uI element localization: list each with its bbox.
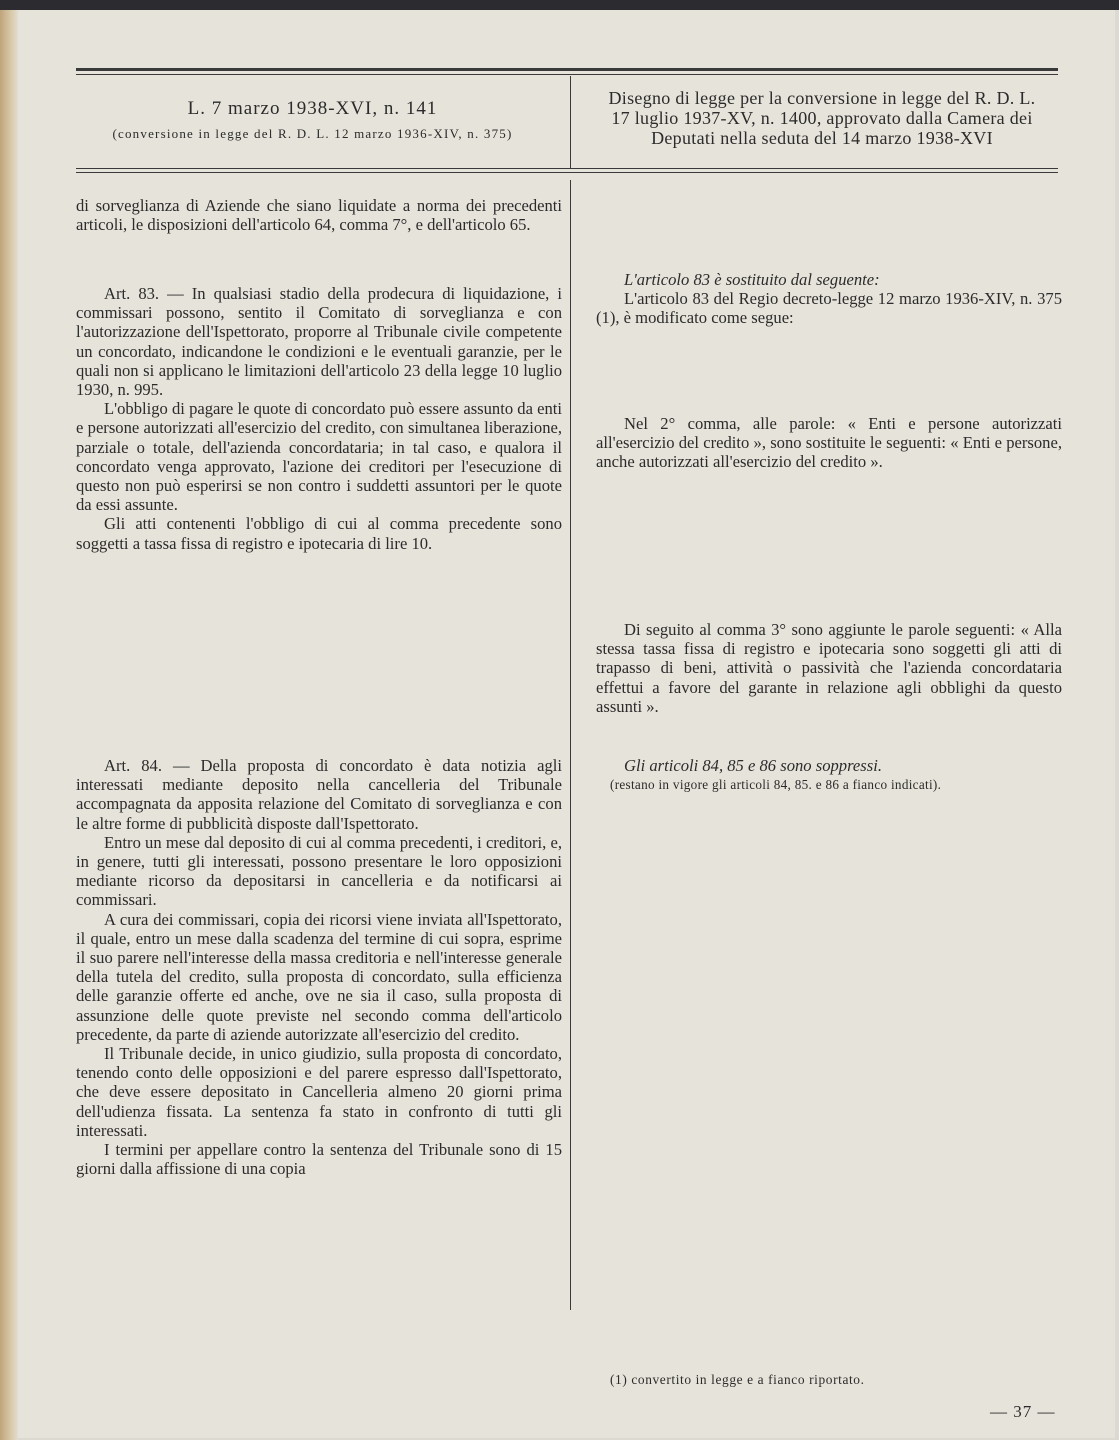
bill-title-line-1: Disegno di legge per la conversione in legge del R. D. L. — [608, 88, 1036, 108]
body-column-divider — [570, 180, 571, 1310]
articles-suppressed: Gli articoli 84, 85 e 86 sono soppressi. — [624, 756, 882, 775]
header-top-rule-thin — [76, 74, 1058, 75]
art83-paragraph-2: L'obbligo di pagare le quote di concordato può essere assunto da enti e persone autorizzati all'esercizio del credito, con simultanea liberazione, parziale o totale, dell'azienda concordataria; in tal caso, e qualora il concordato venga approvato, l'azione dei creditori per l'esecuzione di questo non può esperirsi se non contro i suddetti assuntori per le quote da essi assunte. — [76, 399, 562, 515]
right-comma-3 — [596, 620, 1062, 716]
scan-left-edge — [0, 10, 18, 1440]
articles-suppressed-note: (restano in vigore gli articoli 84, 85. e 86 a fianco indicati). — [610, 777, 942, 793]
art84-paragraph-2: Entro un mese dal deposito di cui al comma precedenti, i creditori, e, in genere, tutti gli interessati, possono presentare le loro opposizioni mediante ricorso da depositarsi in cancelleria e da notificarsi ai commissari. — [76, 832, 562, 910]
art84-paragraph-1: Art. 84. — Della proposta di concordato è data notizia agli interessati mediante deposito nella cancelleria del Tribunale accompagnata da apposita relazione del Comitato di sorveglianza e con le altre forme di pubblicità disposte dall'Ispettorato. — [76, 756, 562, 833]
law-subtitle: (conversione in legge del R. D. L. 12 marzo 1936-XIV, n. 375) — [112, 126, 513, 141]
art83-replacement-intro: L'articolo 83 del Regio decreto-legge 12 marzo 1936-XIV, n. 375 (1), è modificato come segue: — [596, 289, 1062, 328]
scan-top-border — [0, 0, 1119, 10]
art83-paragraph-1: Art. 83. — In qualsiasi stadio della prodecura di liquidazione, i commissari possono, sentito il Comitato di sorveglianza e con l'autorizzazione dell'Ispettorato, proporre al Tribunale civile competente un concordato, indicandone le condizioni e le eventuali garanzie, per le quali non si applicano le limitazioni dell'articolo 23 della legge 10 luglio 1930, n. 995. — [76, 284, 562, 400]
left-column-continuation — [76, 196, 562, 234]
law-title: L. 7 marzo 1938-XVI, n. 141 — [187, 98, 438, 119]
art84-paragraph-4: Il Tribunale decide, in unico giudizio, sulla proposta di concordato, tenendo conto delle opposizioni e del parere espresso dall'Ispettorato, che deve essere depositato in Cancelleria almeno 20 giorni prima dell'udienza fissata. La sentenza fa stato in confronto di tutti gli interessati. — [76, 1044, 562, 1140]
bill-title-line-2: 17 luglio 1937-XV, n. 1400, approvato dalla Camera dei — [611, 108, 1033, 128]
footnote: (1) convertito in legge e a fianco riportato. — [610, 1372, 865, 1387]
header-top-rule — [76, 68, 1058, 71]
art84-paragraph-5: I termini per appellare contro la sentenza del Tribunale sono di 15 giorni dalla affissione di una copia — [76, 1140, 562, 1179]
art84-paragraph-3: A cura dei commissari, copia dei ricorsi viene inviata all'Ispettorato, il quale, entro un mese dalla scadenza del termine di cui sopra, esprime il suo parere nell'interesse della massa creditoria e nell'interesse generale della tutela del credito, sulla proposta di concordato, sulla efficienza delle garanzie offerte ed anche, ove ne sia il caso, sulla proposta di assunzione delle quote previste nel secondo comma dell'articolo precedente, da parte di aziende autorizzate all'esercizio del credito. — [76, 909, 562, 1044]
left-article-83 — [76, 284, 562, 553]
header-right — [582, 88, 1062, 148]
art83-replacement-heading: L'articolo 83 è sostituito dal seguente: — [624, 270, 880, 289]
continuation-paragraph: di sorveglianza di Aziende che siano liquidate a norma dei precedenti articoli, le disposizioni dell'articolo 64, comma 7°, e dell'articolo 65. — [76, 196, 562, 235]
comma-3-amendment: Di seguito al comma 3° sono aggiunte le parole seguenti: « Alla stessa tassa fissa di registro e ipotecaria sono soggetti gli atti di trapasso di beni, attività o passività che l'azienda concordataria effettui a favore del garante in relazione agli obblighi da questo assunti ». — [596, 620, 1062, 716]
right-soppressi — [596, 756, 1066, 794]
page-number: — 37 — — [990, 1402, 1056, 1421]
header-bottom-rule — [76, 168, 1058, 169]
right-comma-2 — [596, 414, 1062, 472]
right-article-83 — [596, 270, 1062, 328]
left-article-84 — [76, 756, 562, 1178]
header-column-divider — [570, 76, 571, 168]
comma-2-amendment: Nel 2° comma, alle parole: « Enti e persone autorizzati all'esercizio del credito », sono sostituite le seguenti: « Enti e persone, anche autorizzati all'esercizio del credito ». — [596, 414, 1062, 472]
header-bottom-rule-2 — [76, 172, 1058, 173]
art83-paragraph-3: Gli atti contenenti l'obbligo di cui al comma precedente sono soggetti a tassa fissa di registro e ipotecaria di lire 10. — [76, 514, 562, 553]
bill-title-line-3: Deputati nella seduta del 14 marzo 1938-XVI — [651, 128, 993, 148]
